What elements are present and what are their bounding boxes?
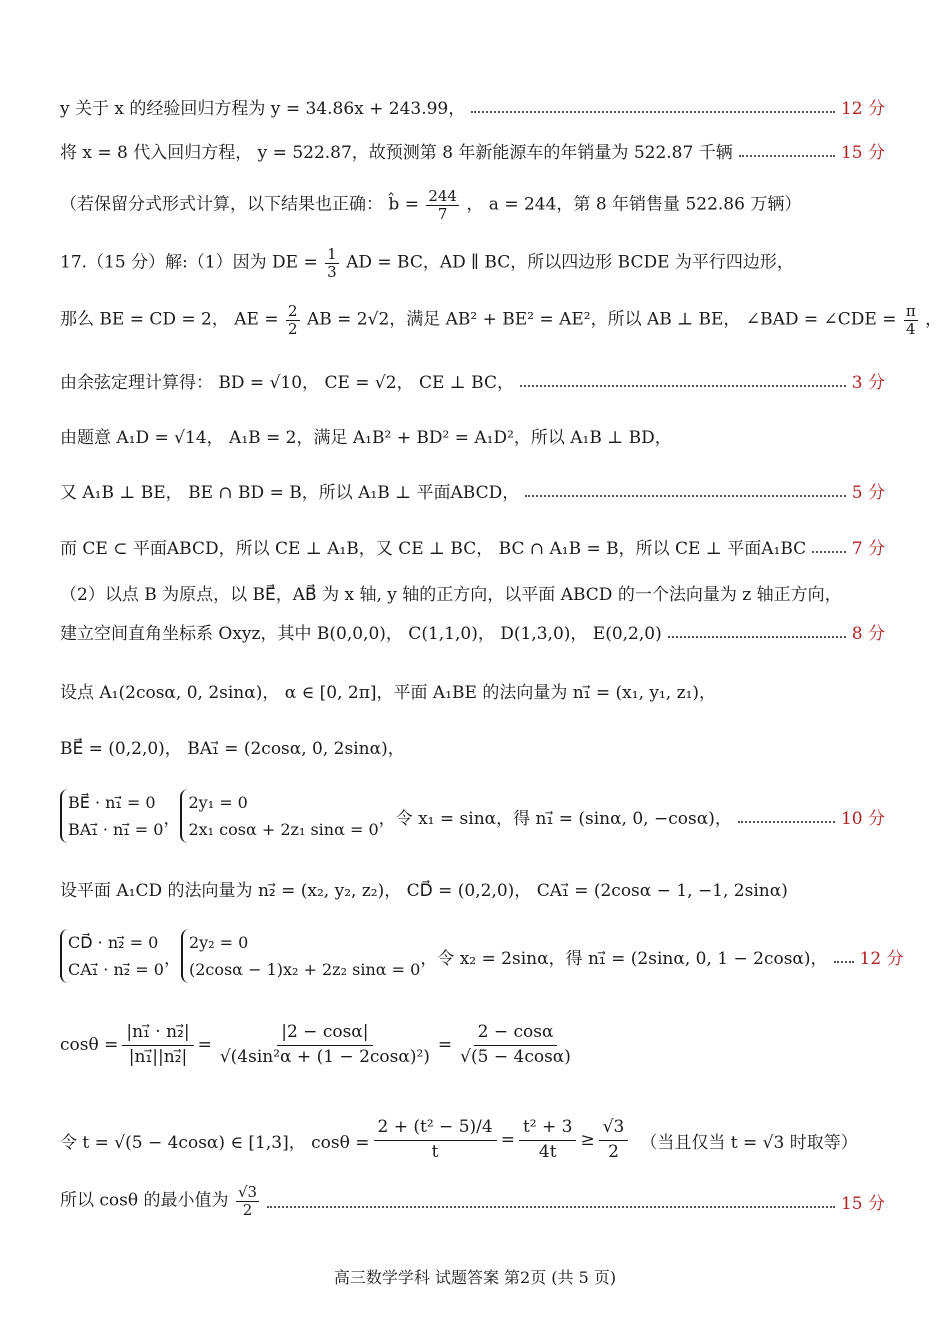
equation: 2x₁ cosα + 2z₁ sinα = 0 [188,820,379,839]
line-text: ，令 x₂ = 2sinα，得 n₁⃗ = (2sinα, 0, 1 − 2cosα)， [420,948,828,969]
equation-system [60,789,163,843]
line-text: 而 CE ⊂ 平面ABCD，所以 CE ⊥ A₁B，又 CE ⊥ BC， BC ∩ A₁B = B，所以 CE ⊥ 平面A₁BC [60,538,807,559]
substitution-line [60,1100,885,1180]
dot-leader [267,1206,835,1208]
text-part: AB = 2√2，满足 AB² + BE² = AE²，所以 AB ⊥ BE， ∠BAD = ∠CDE = [306,309,897,330]
text-part: 所以 cosθ 的最小值为 [60,1190,229,1211]
fraction [122,1021,193,1070]
score-label: 15 分 [840,142,885,163]
score-label: 5 分 [851,482,885,503]
text-part: 17.（15 分）解:（1）因为 DE = [60,252,318,273]
score-label: 15 分 [840,1193,885,1214]
ce-perp-plane-line [60,526,885,566]
point-a1-line [60,670,885,710]
fraction-numerator: 1 [327,245,337,263]
line-text: （2）以点 B 为原点，以 BE⃗，AB⃗ 为 x 轴, y 轴的正方向，以平面 ABCD 的一个法向量为 z 轴正方向， [60,584,842,605]
fraction-numerator: 2 [288,302,298,320]
fraction [599,1116,629,1165]
line-text: ，令 x₁ = sinα，得 n₁⃗ = (sinα, 0, −cosα)， [378,808,732,829]
fraction-denominator: 2 [288,319,298,338]
line-text: 由题意 A₁D = √14， A₁B = 2，满足 A₁B² + BD² = A₁D²，所以 A₁B ⊥ BD， [60,427,672,448]
equation: CD⃗ · n₂⃗ = 0 [68,932,159,952]
score-label: 3 分 [851,372,885,393]
fraction-denominator: 4t [538,1141,557,1162]
equation-system [60,929,164,983]
fraction-numerator: 2 + (t² − 5)/4 [374,1116,497,1141]
fraction-denominator: √(4sin²α + (1 − 2cosα)²) [219,1046,430,1067]
dot-leader [668,636,846,638]
fraction [325,246,339,280]
normal-vector1-system [60,790,885,842]
line-text: 建立空间直角坐标系 Oxyz，其中 B(0,0,0)， C(1,1,0)， D(1,3,0)， E(0,2,0) [60,623,662,644]
a1b-perp-plane-line [60,470,885,510]
equation: (2cosα − 1)x₂ + 2z₂ sinα = 0 [188,960,421,979]
fraction-denominator: t [431,1141,439,1162]
line-text: 又 A₁B ⊥ BE， BE ∩ BD = B，所以 A₁B ⊥ 平面ABCD， [60,482,520,503]
text-part: AD = BC，AD ∥ BC，所以四边形 BCDE 为平行四边形， [346,252,794,273]
a1d-line [60,415,885,455]
dot-leader [739,155,835,157]
line-text [60,303,942,337]
fraction-numerator: |n₁⃗ · n₂⃗| [122,1021,193,1046]
fraction [519,1116,577,1165]
page-footer: 高三数学学科 试题答案 第2页 (共 5 页) [333,1268,617,1287]
equals-sign: = [500,1130,515,1150]
line-text: 将 x = 8 代入回归方程， y = 522.87，故预测第 8 年新能源车的年销量为 522.87 千辆 [60,142,733,163]
equation: 2y₁ = 0 [188,792,248,812]
score-label: 12 分 [840,98,885,119]
regression-equation-line [60,86,885,126]
comma: ， [163,808,181,829]
fraction-numerator: t² + 3 [519,1116,577,1141]
fraction-numerator: √3 [599,1116,629,1141]
line-text: 设点 A₁(2cosα, 0, 2sinα)， α ∈ [0, 2π]，平面 A₁BE 的法向量为 n₁⃗ = (x₁, y₁, z₁)， [60,682,717,703]
equals-sign: = [437,1035,453,1055]
fraction-denominator: 2 [608,1141,619,1162]
equation: 2y₂ = 0 [188,932,249,952]
text-part: 令 t = √(5 − 4cosα) ∈ [1,3]， cosθ = [60,1132,370,1153]
text-part: 那么 BE = CD = 2， AE = [60,309,279,330]
score-label: 7 分 [851,538,885,559]
fraction-numerator: √3 [237,1183,258,1201]
line-text: BE⃗ = (0,2,0)， BA₁⃗ = (2cosα, 0, 2sinα)， [60,738,405,759]
equation-system [180,789,378,843]
problem17-intro-line [60,243,885,283]
line-text: 设平面 A₁CD 的法向量为 n₂⃗ = (x₂, y₂, z₂)， CD⃗ = (0,2,0)， CA₁⃗ = (2cosα − 1, −1, 2sinα) [60,880,788,901]
equals-sign: = [197,1035,212,1055]
ge-sign: ≥ [580,1130,595,1150]
dot-leader [738,821,835,823]
minimum-value-line [60,1178,885,1224]
dot-leader [525,495,846,497]
text-part: （当且仅当 t = √3 时取等） [640,1132,858,1153]
equation: BA₁⃗ · n₁⃗ = 0 [68,820,164,839]
text-part: cosθ = [60,1035,119,1055]
score-label: 8 分 [851,623,885,644]
equation-system [181,929,420,983]
text-part: ， a = 244，第 8 年销售量 522.86 万辆） [466,194,802,215]
dot-leader [520,385,846,387]
cos-theta-expression [60,1010,885,1080]
dot-leader [812,551,846,553]
fraction-denominator: √(5 − 4cosα) [460,1046,571,1067]
fraction-numerator: 2 − cosα [474,1021,558,1046]
fraction [216,1021,434,1070]
prediction-line [60,130,885,170]
text-part: （若保留分式形式计算，以下结果也正确： b̂ = [60,194,419,215]
vectors-line [60,726,885,766]
cosine-law-line [60,360,885,400]
fraction-numerator: π [905,302,916,320]
equation: CA₁⃗ · n₂⃗ = 0 [68,960,164,979]
line-text: 由余弦定理计算得： BD = √10， CE = √2， CE ⊥ BC， [60,372,514,393]
comma: ， [163,948,181,969]
fraction [374,1116,497,1165]
score-label: 10 分 [840,808,885,829]
fraction [456,1021,575,1070]
fraction [426,188,459,222]
normal-vector2-line [60,868,885,908]
fraction-denominator: 2 [242,1200,253,1219]
equation: BE⃗ · n₁⃗ = 0 [68,792,156,812]
fraction-denominator: |n₁⃗||n₂⃗| [128,1046,188,1067]
dot-leader [834,961,854,963]
fraction-numerator: |2 − cosα| [277,1021,372,1046]
fraction-note-line [60,185,885,225]
fraction-numerator: 244 [428,187,457,205]
part2-intro-line [60,572,885,612]
fraction-denominator: 3 [327,262,337,281]
fraction [286,303,300,337]
line-text: y 关于 x 的经验回归方程为 y = 34.86x + 243.99， [60,98,466,119]
perpendicular-line [60,300,943,340]
line-text [60,188,801,222]
fraction-denominator: 7 [437,204,448,223]
normal-vector2-system [60,930,904,982]
line-text [60,246,794,280]
coordinate-system-line [60,611,885,651]
fraction-denominator: 4 [906,319,916,338]
score-label: 12 分 [859,948,904,969]
fraction [904,303,918,337]
dot-leader [471,111,835,113]
text-part: ， [925,309,943,330]
fraction [236,1184,259,1218]
line-text [60,1184,261,1218]
